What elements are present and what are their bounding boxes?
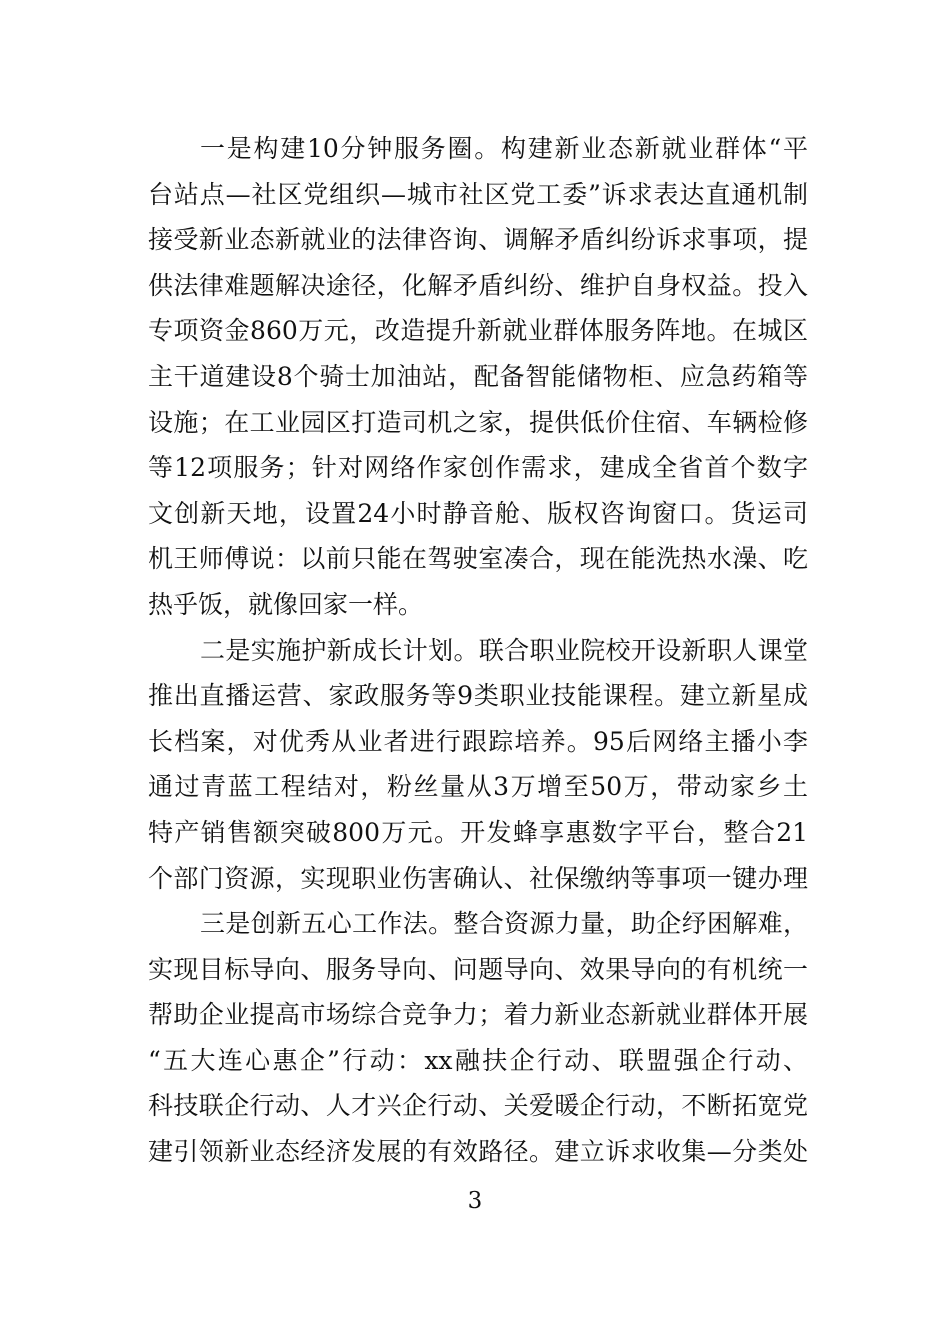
paragraph-2-line-3: 长档案，对优秀从业者进行跟踪培养。95后网络主播小李 (148, 726, 808, 756)
paragraph-3-line-6: 建引领新业态经济发展的有效路径。建立诉求收集—分类处 (148, 1137, 808, 1167)
paragraph-2-line-2: 推出直播运营、家政服务等9类职业技能课程。建立新星成 (148, 681, 808, 711)
document-body (148, 126, 808, 1175)
paragraph-1-line-6: 主干道建设8个骑士加油站，配备智能储物柜、应急药箱等 (148, 361, 808, 391)
paragraph-3-line-4: “五大连心惠企”行动：xx融扶企行动、联盟强企行动、 (148, 1045, 808, 1075)
paragraph-1-line-5: 专项资金860万元，改造提升新就业群体服务阵地。在城区 (148, 316, 808, 346)
paragraph-1-line-9: 文创新天地，设置24小时静音舱、版权咨询窗口。货运司 (148, 498, 808, 528)
paragraph-1-line-8: 等12项服务；针对网络作家创作需求，建成全省首个数字 (148, 453, 808, 483)
paragraph-3-line-2: 实现目标导向、服务导向、问题导向、效果导向的有机统一 (148, 954, 808, 984)
page-number: 3 (467, 1188, 483, 1214)
paragraph-1-line-11: 热乎饭，就像回家一样。 (148, 589, 424, 619)
paragraph-3-line-3: 帮助企业提高市场综合竞争力；着力新业态新就业群体开展 (148, 1000, 808, 1030)
paragraph-1-line-3: 接受新业态新就业的法律咨询、调解矛盾纠纷诉求事项，提 (148, 225, 808, 255)
paragraph-2-line-1: 二是实施护新成长计划。联合职业院校开设新职人课堂 (200, 635, 808, 665)
paragraph-1-line-4: 供法律难题解决途径，化解矛盾纠纷、维护自身权益。投入 (148, 270, 808, 300)
paragraph-2-line-5: 特产销售额突破800万元。开发蜂享惠数字平台，整合21 (148, 817, 808, 847)
paragraph-3-line-1: 三是创新五心工作法。整合资源力量，助企纾困解难， (200, 909, 808, 939)
paragraph-2-line-4: 通过青蓝工程结对，粉丝量从3万增至50万，带动家乡土 (148, 772, 808, 802)
paragraph-3-line-5: 科技联企行动、人才兴企行动、关爱暖企行动，不断拓宽党 (148, 1091, 808, 1121)
paragraph-1-line-2: 台站点—社区党组织—城市社区党工委”诉求表达直通机制 (148, 179, 808, 209)
paragraph-1-line-7: 设施；在工业园区打造司机之家，提供低价住宿、车辆检修 (148, 407, 808, 437)
paragraph-1-line-1: 一是构建10分钟服务圈。构建新业态新就业群体“平 (200, 134, 808, 163)
paragraph-1-line-10: 机王师傅说：以前只能在驾驶室凑合，现在能洗热水澡、吃 (148, 544, 808, 574)
paragraph-2-line-6: 个部门资源，实现职业伤害确认、社保缴纳等事项一键办理 (148, 863, 808, 893)
